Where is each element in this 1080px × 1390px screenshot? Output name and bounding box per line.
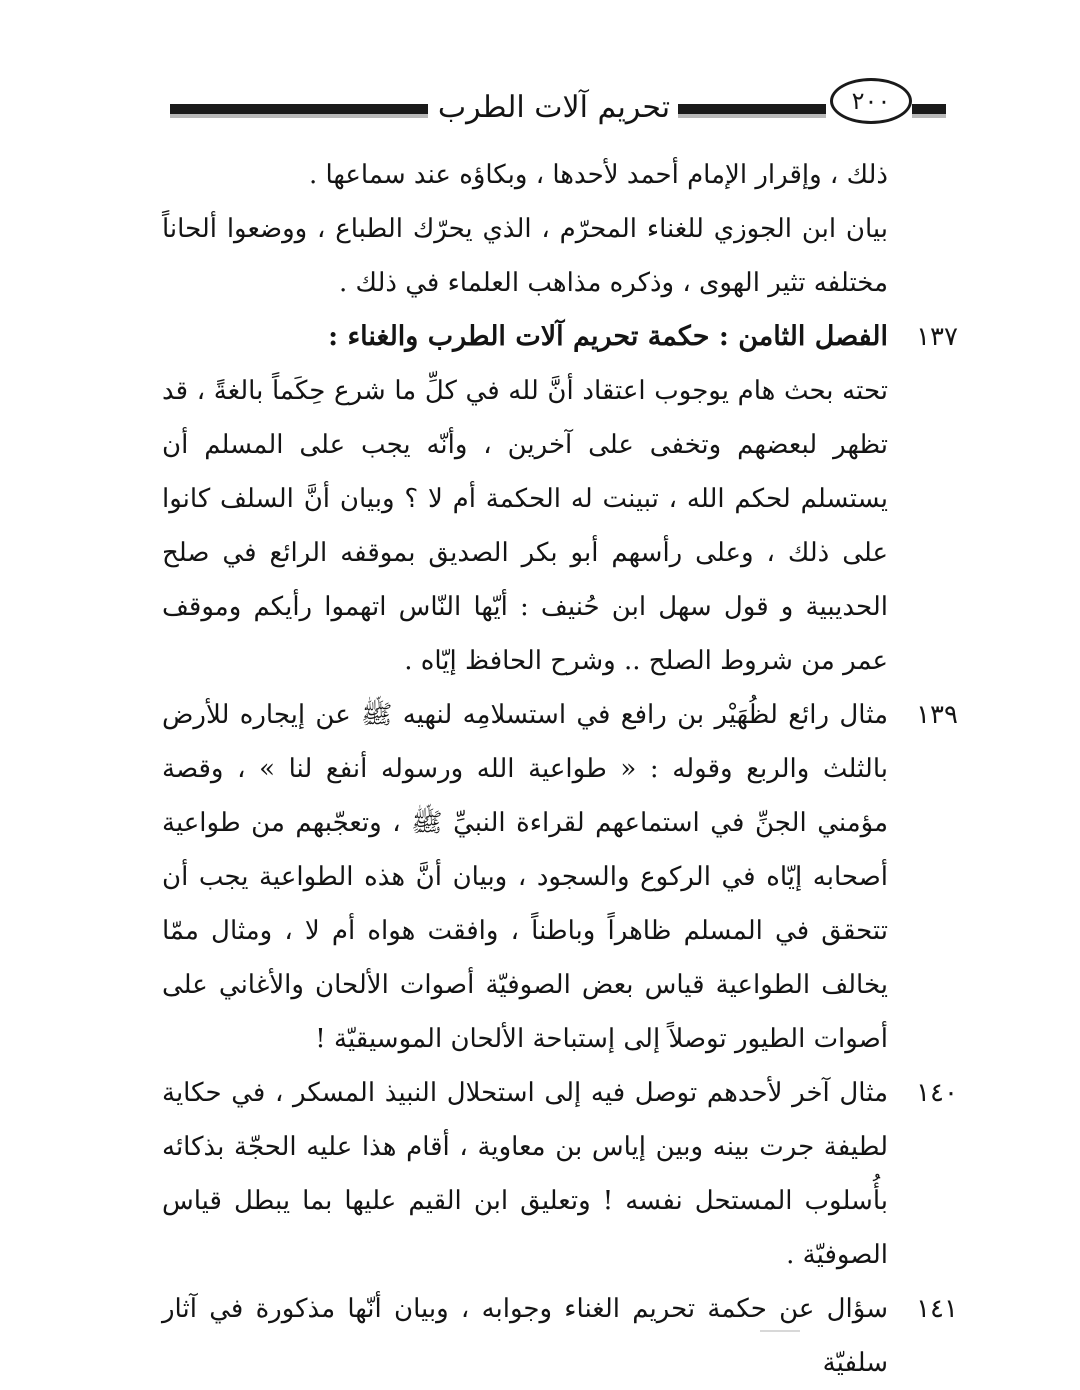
scan-mark bbox=[760, 1330, 800, 1332]
entry-number: ١٤٠ bbox=[916, 1078, 958, 1108]
header-rule-right bbox=[678, 104, 826, 118]
page-body bbox=[162, 148, 958, 1390]
page-number: ٢٠٠ bbox=[830, 78, 912, 124]
header-rule-tail bbox=[912, 104, 946, 118]
entry-140 bbox=[162, 1066, 958, 1282]
entry-141 bbox=[162, 1282, 958, 1390]
entry-text: مثال رائع لظُهَيْر بن رافع في استسلامِه لنهيه ﷺ عن إيجاره للأرض بالثلث والربع وقوله : « طواعية الله ورسوله أنفع لنا » ، وقصة مؤمني الجنِّ في استماعهم لقراءة النبيِّ ﷺ ، وتعجّبهم من طواعية أصحابه إيّاه في الركوع والسجود ، وبيان أنَّ هذه الطواعية يجب أن تتحقق في المسلم ظاهراً وباطناً ، وافقت هواه أم لا ، ومثال ممّا يخالف الطواعية قياس بعض الصوفيّة أصوات الألحان والأغاني على أصوات الطيور توصلاً إلى إستباحة الألحان الموسيقيّة ! bbox=[162, 700, 888, 1054]
entry-text: مثال آخر لأحدهم توصل فيه إلى استحلال النبيذ المسكر ، في حكاية لطيفة جرت بينه وبين إياس بن معاوية ، أقام هذا عليه الحجّة بذكائه بأُسلوب المستحل نفسه ! وتعليق ابن القيم عليها بما يبطل قياس الصوفيّة . bbox=[162, 1078, 888, 1270]
entry-text: سؤال عن حكمة تحريم الغناء وجوابه ، وبيان أنّها مذكورة في آثار سلفيّة bbox=[162, 1294, 888, 1378]
entry-number: ١٣٧ bbox=[916, 322, 958, 352]
page-header bbox=[160, 78, 950, 138]
entry-text: تحته بحث هام يوجوب اعتقاد أنَّ لله في كلِّ ما شرع حِكَماً بالغةً ، قد تظهر لبعضهم وتخفى على آخرين ، وأنّه يجب على المسلم أن يستسلم لحكم الله ، تبينت له الحكمة أم لا ؟ وبيان أنَّ السلف كانوا على ذلك ، وعلى رأسهم أبو بكر الصديق بموقفه الرائع في صلح الحديبية و قول سهل ابن حُنيف : أيّها النّاس اتهموا رأيكم وموقف عمر من شروط الصلح .. وشرح الحافظ إيّاه . bbox=[162, 376, 888, 676]
chapter-heading: الفصل الثامن : حكمة تحريم آلات الطرب والغناء : bbox=[328, 321, 888, 352]
entry-number: ١٣٩ bbox=[916, 700, 958, 730]
entry-137 bbox=[162, 310, 958, 688]
paragraph-ibn-jawzi: بيان ابن الجوزي للغناء المحرّم ، الذي يحرّك الطباع ، ووضعوا ألحاناً مختلفه تثير الهوى ، وذكره مذاهب العلماء في ذلك . bbox=[162, 214, 888, 298]
header-rule-left bbox=[170, 104, 428, 118]
running-title: تحريم آلات الطرب bbox=[437, 90, 671, 125]
continued-line: ذلك ، وإقرار الإمام أحمد لأحدها ، وبكاؤه عند سماعها . bbox=[308, 160, 888, 190]
entry-139 bbox=[162, 688, 958, 1066]
entry-number: ١٤١ bbox=[916, 1294, 958, 1324]
